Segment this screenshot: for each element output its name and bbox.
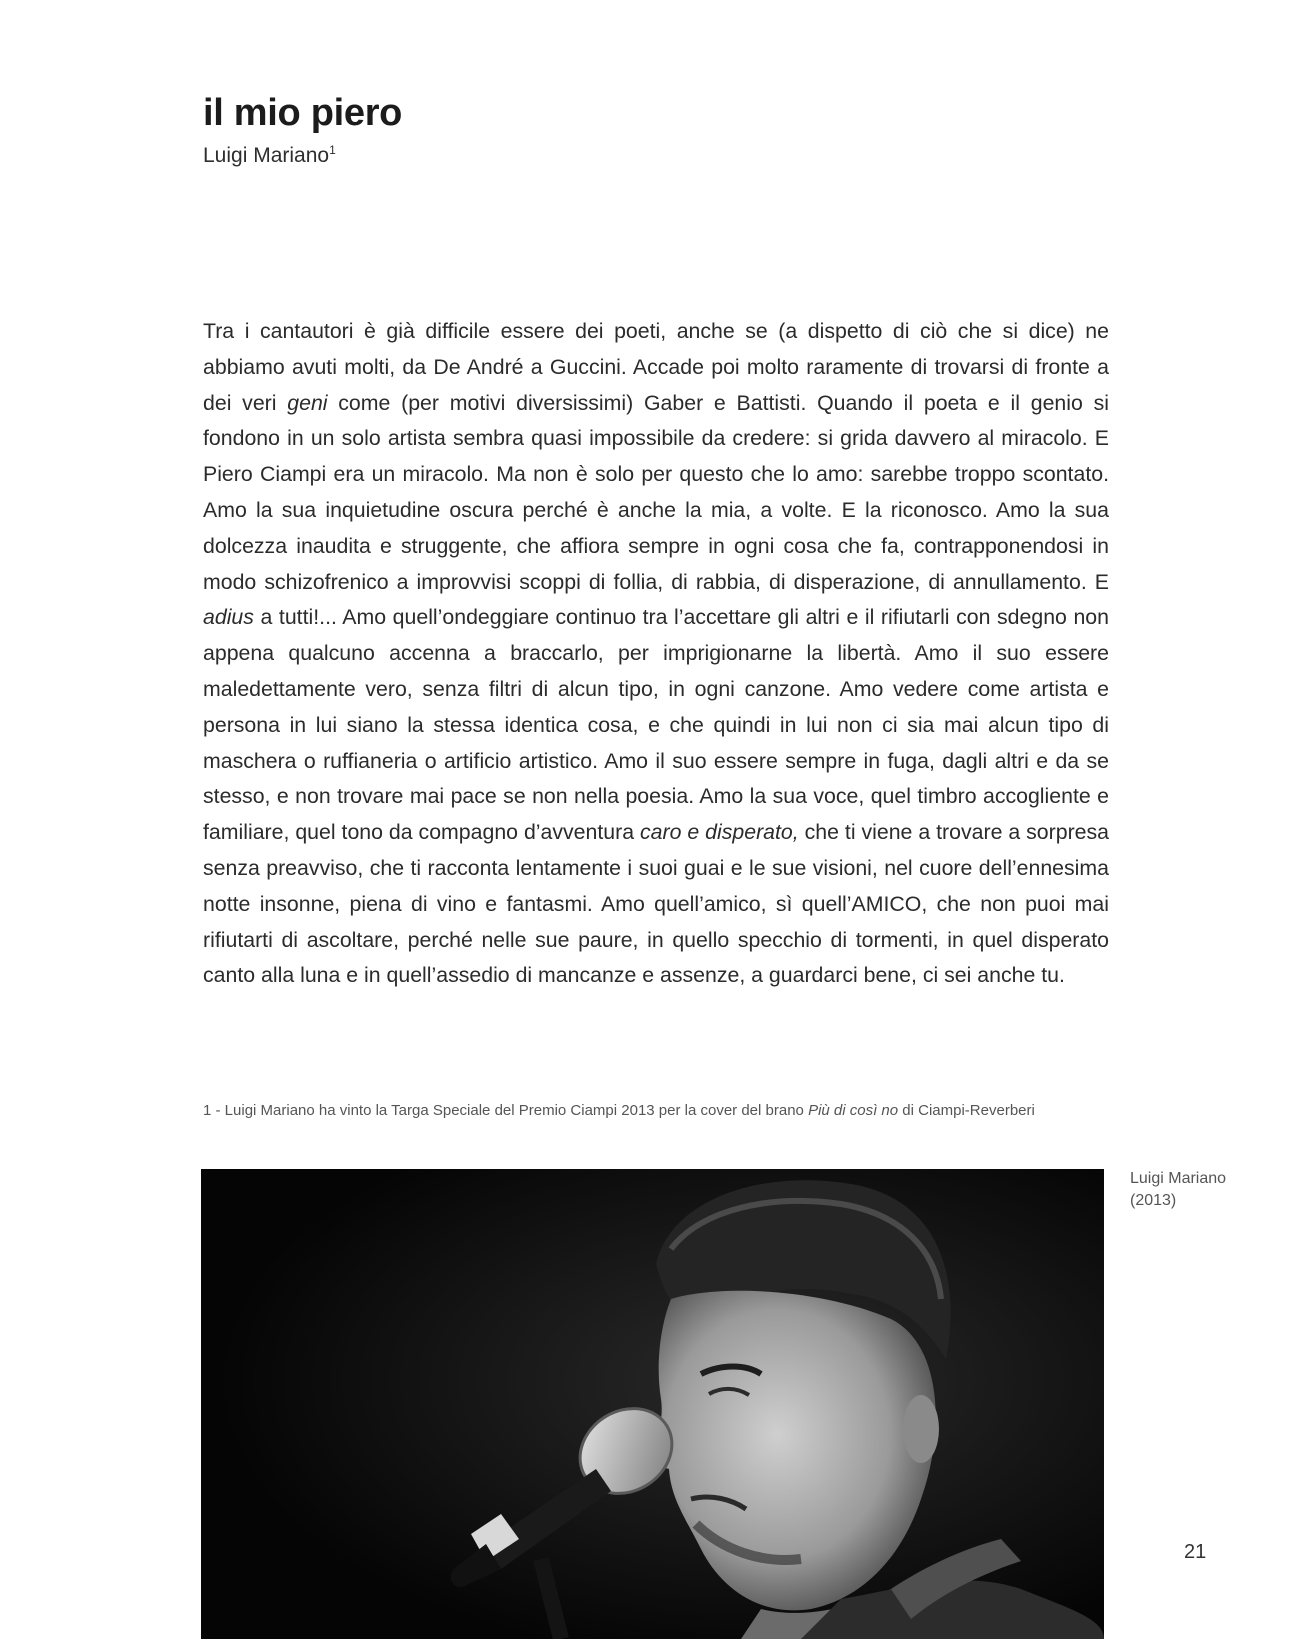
footnote-text-end: di Ciampi-Reverberi (898, 1102, 1035, 1119)
caption-year: (2013) (1130, 1192, 1177, 1209)
body-segment-1: Tra i cantautori è già difficile essere dei poeti, anche se (a dispetto di ciò che si dice) ne abbiamo avuti molti, da De André a Guccini. Accade poi molto raramente di trovarsi di fronte a dei veri (203, 319, 1109, 415)
article-title: il mio piero (203, 92, 403, 134)
performer-photo (201, 1169, 1104, 1639)
body-italic-caro: caro e disperato, (640, 820, 799, 845)
body-italic-geni: geni (287, 390, 328, 415)
body-segment-3: a tutti!... Amo quell’ondeggiare continuo tra l’accettare gli altri e il rifiutarli con sdegno non appena qualcuno accenna a braccarlo, per imprigionarne la libertà. Amo il suo essere maledettamente vero, senza filtri di alcun tipo, in ogni canzone. Amo vedere come artista e persona in lui siano la stessa identica cosa, e che quindi in lui non ci sia mai alcun tipo di maschera o ruffianeria o artificio artistico. Amo il suo essere sempre in fuga, dagli altri e da se stesso, e non trovare mai pace se non nella poesia. Amo la sua voce, quel timbro accogliente e familiare, quel tono da compagno d’avventura (203, 605, 1109, 845)
article-author (203, 144, 336, 168)
page-number: 21 (1184, 1541, 1207, 1563)
footnote-text: 1 - Luigi Mariano ha vinto la Targa Speciale del Premio Ciampi 2013 per la cover del brano (203, 1102, 809, 1119)
footnote (203, 1100, 1109, 1121)
body-segment-4: che ti viene a trovare a sorpresa senza preavviso, che ti racconta lentamente i suoi guai e le sue visioni, nel cuore dell’ennesima notte insonne, piena di vino e fantasmi. Amo quell’amico, sì quell’AMICO, che non puoi mai rifiutarti di ascoltare, perché nelle sue paure, in quello specchio di tormenti, in quel disperato canto alla luna e in quell’assedio di mancanze e assenze, a guardarci bene, ci sei anche tu. (203, 820, 1109, 988)
photo-caption (1130, 1168, 1226, 1212)
footnote-reference: 1 (329, 143, 336, 157)
footnote-song-title: Più di così no (808, 1102, 899, 1119)
caption-name: Luigi Mariano (1130, 1170, 1227, 1187)
performer-photo-illustration (201, 1169, 1104, 1639)
article-body (203, 314, 1109, 994)
body-italic-adius: adius (203, 605, 254, 630)
author-name: Luigi Mariano (203, 144, 330, 167)
body-segment-2: come (per motivi diversissimi) Gaber e Battisti. Quando il poeta e il genio si fondono in un solo artista sembra quasi impossibile da credere: si grida davvero al miracolo. E Piero Ciampi era un miracolo. Ma non è solo per questo che lo amo: sarebbe troppo scontato. Amo la sua inquietudine oscura perché è anche la mia, a volte. E la riconosco. Amo la sua dolcezza inaudita e struggente, che affiora sempre in ogni cosa che fa, contrapponendosi in modo schizofrenico a improvvisi scoppi di follia, di rabbia, di disperazione, di annullamento. E (203, 390, 1109, 594)
